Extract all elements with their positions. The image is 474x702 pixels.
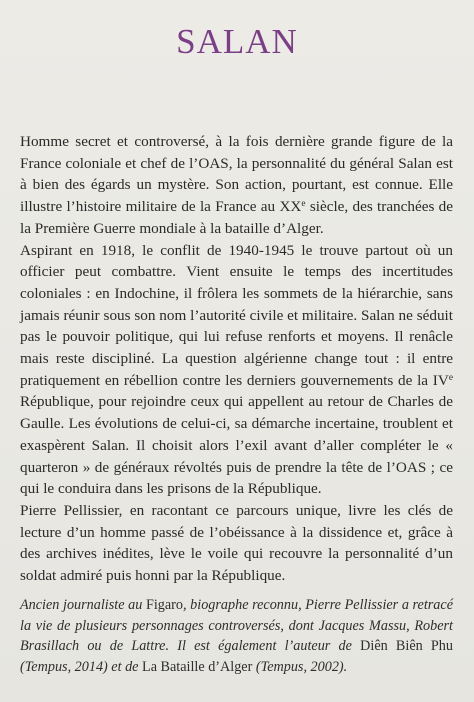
blurb-paragraph-2-after: République, pour rejoindre ceux qui appellent au retour de Charles de Gaulle. Les évolutions de celui-ci, sa démarche incertaine, troublent et exaspèrent Salan. Il choisit alors l’exil avant d’aller compléter le « quarteron » de généraux révoltés puis de prendre la tête de l’OAS ; ce qui le conduira dans les prisons de la République. (20, 393, 453, 498)
blurb-paragraph-1 (20, 131, 453, 240)
republic-suffix: e (448, 372, 453, 383)
blurb-paragraph-2-before: Aspirant en 1918, le conflit de 1940-1945 le trouve partout où un officier peut combattre. Vient ensuite le temps des incertitudes coloniales : en Indochine, il frôlera les sommets de la hiérarchie, sans jamais réunir sous son nom l’autorité civile et militaire. Salan ne séduit pas le pouvoir politique, qui lui refuse renforts et moyens. Il renâcle mais reste discipliné. La question algérienne change tout : il entre pratiquement en rébellion contre les derniers gouvernements de la (20, 241, 453, 389)
author-bio (20, 595, 453, 677)
newspaper-name: Figaro (145, 597, 183, 613)
blurb-paragraph-1-rest: siècle, des tranchées de la Première Guerre mondiale à la bataille d’Alger. (20, 198, 453, 237)
blurb-paragraph-1-intro: Homme secret et controversé, à la fois dernière grande figure de la France coloniale et chef de l’OAS, la personnalité du général Salan est à bien des égards un mystère. Son action, pourtant, est connue. Elle illustre l’histoire militaire de la France au (20, 133, 453, 216)
book-title: SALAN (176, 22, 298, 61)
book-title-1: Diên Biên Phu (360, 638, 453, 655)
author-bio-part-2: , biographe reconnu, Pierre Pellissier a retracé la vie de plusieurs personnages controversés, dont Jacques Massu, Robert Brasillach ou de Lattre. Il est également l’auteur de (20, 597, 453, 655)
blurb-paragraph-3: Pierre Pellissier, en racontant ce parcours unique, livre les clés de lecture d’un homme passé de l’obéissance à la dissidence et, grâce à des archives inédites, lève le voile qui recouvre la personnalité d’un soldat admiré puis honni par la République. (20, 501, 453, 585)
republic-number: IV (432, 371, 449, 389)
blurb-paragraph-2 (20, 240, 453, 500)
blurb (20, 131, 453, 587)
book-2-publisher: (Tempus, 2002). (252, 658, 348, 675)
book-title-2: La Bataille d’Alger (142, 658, 253, 675)
book-1-publisher: (Tempus, 2014) et de (20, 658, 143, 675)
century-suffix: e (301, 198, 306, 209)
author-bio-part-1: Ancien journaliste au (20, 597, 146, 613)
century-number: XX (279, 198, 302, 216)
